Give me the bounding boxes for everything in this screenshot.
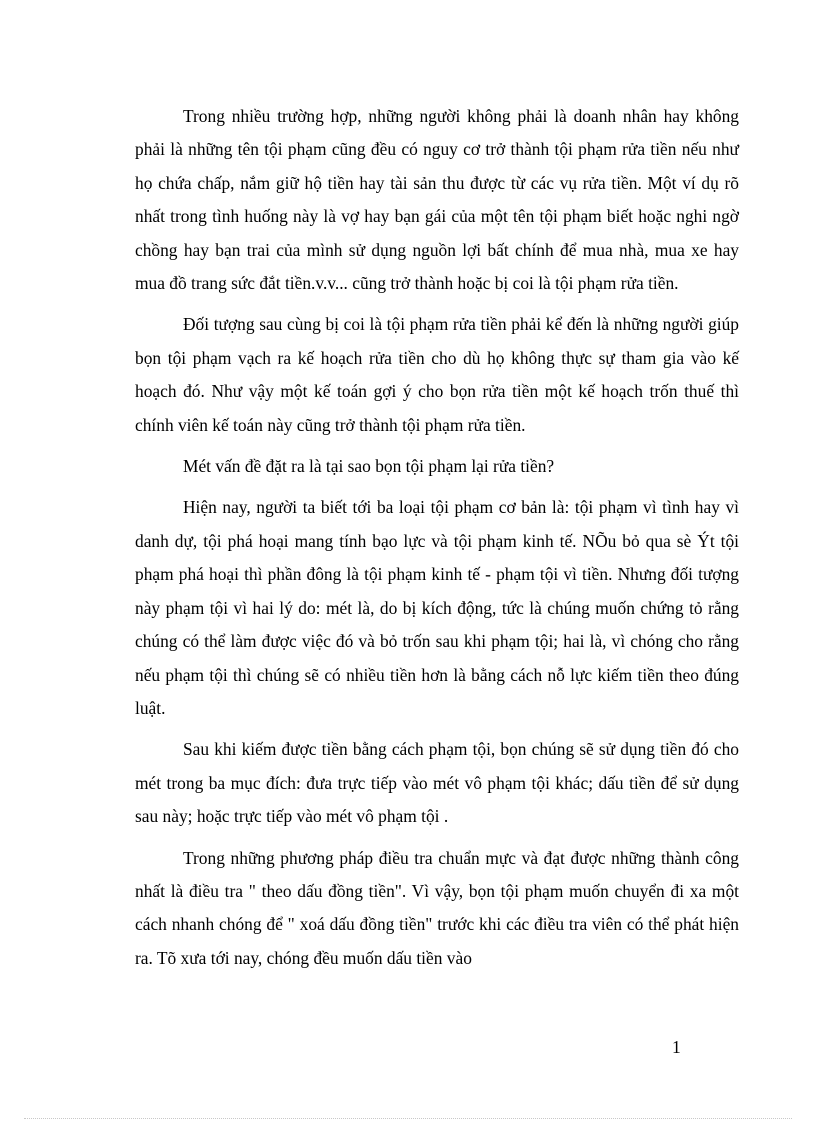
page-bottom-divider — [24, 1118, 792, 1119]
paragraph-2: Đối tượng sau cùng bị coi là tội phạm rửa tiền phải kể đến là những người giúp bọn tội phạm vạch ra kế hoạch rửa tiền cho dù họ không thực sự tham gia vào kế hoạch đó. Như vậy một kế toán gợi ý cho bọn rửa tiền một kế hoạch trốn thuế thì chính viên kế toán này cũng trở thành tội phạm rửa tiền. — [135, 314, 739, 435]
paragraph-6: Trong những phương pháp điều tra chuẩn mực và đạt được những thành công nhất là điều tra " theo dấu đồng tiền". Vì vậy, bọn tội phạm muốn chuyển đi xa một cách nhanh chóng để " xoá dấu đồng tiền" trước khi các điều tra viên có thể phát hiện ra. Tõ xưa tới nay, chóng đều muốn dấu tiền vào — [135, 847, 739, 968]
paragraph-4: Hiện nay, người ta biết tới ba loại tội phạm cơ bản là: tội phạm vì tình hay vì danh dự, tội phá hoại mang tính bạo lực và tội phạm kinh tế. NÕu bỏ qua sè Ýt tội phạm phá hoại thì phần đông là tội phạm kinh tế - phạm tội vì tiền. Nhưng đối tượng này phạm tội vì hai lý do: mét là, do bị kích động, tức là chúng muốn chứng tỏ rằng chúng có thể làm được việc đó và bỏ trốn sau khi phạm tội; hai là, vì chóng cho rằng nếu phạm tội thì chúng sẽ có nhiều tiền hơn là bằng cách nỗ lực kiếm tiền theo đúng luật. — [135, 497, 739, 718]
body-text — [135, 100, 739, 983]
paragraph-3: Mét vấn đề đặt ra là tại sao bọn tội phạm lại rửa tiền? — [183, 456, 555, 477]
paragraph-5: Sau khi kiếm được tiền bằng cách phạm tội, bọn chúng sẽ sử dụng tiền đó cho mét trong ba mục đích: đưa trực tiếp vào mét vô phạm tội khác; dấu tiền để sử dụng sau này; hoặc trực tiếp vào mét vô phạm tội . — [135, 739, 739, 827]
paragraph-1: Trong nhiều trường hợp, những người không phải là doanh nhân hay không phải là những tên tội phạm cũng đều có nguy cơ trở thành tội phạm rửa tiền nếu như họ chứa chấp, nắm giữ hộ tiền hay tài sản thu được từ các vụ rửa tiền. Một ví dụ rõ nhất trong tình huống này là vợ hay bạn gái của một tên tội phạm biết hoặc nghi ngờ chồng hay bạn trai của mình sử dụng nguồn lợi bất chính để mua nhà, mua xe hay mua đồ trang sức đắt tiền.v.v... cũng trở thành hoặc bị coi là tội phạm rửa tiền. — [135, 106, 739, 294]
page-number: 1 — [672, 1037, 681, 1057]
